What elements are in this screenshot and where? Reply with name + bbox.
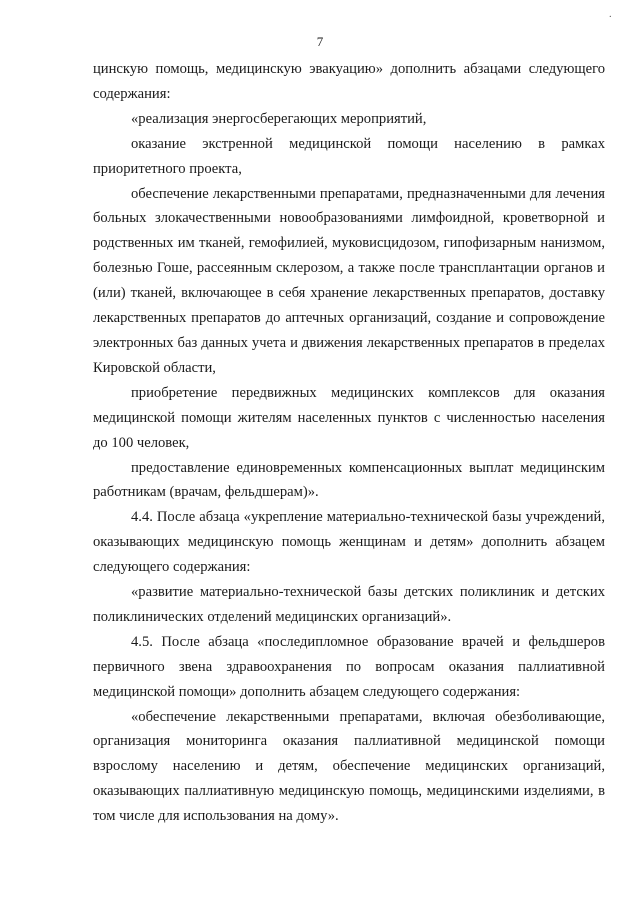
paragraph-section-4-4: 4.4. После абзаца «укрепление материально-технической базы учреждений, оказывающих медицинскую помощь женщинам и детям» дополнить абзацем следующего содержания: — [93, 509, 605, 576]
corner-mark: · — [608, 12, 612, 23]
paragraph-emergency-care: оказание экстренной медицинской помощи населению в рамках приоритетного проекта, — [93, 135, 605, 177]
paragraph-drug-supply: обеспечение лекарственными препаратами, предназначенными для лечения больных злокачественными новообразованиями лимфоидной, кроветворной и родственных им тканей, гемофилией, муковисцидозом, гипофизарным нанизмом, болезнью Гоше, рассеянным склерозом, а также после трансплантации органов и (или) тканей, включающее в себя хранение лекарственных препаратов, доставку лекарственных препаратов до аптечных организаций, создание и сопровождение электронных баз данных учета и движения лекарственных препаратов в пределах Кировской области, — [93, 185, 605, 376]
paragraph-energy-saving: «реализация энергосберегающих мероприятий, — [131, 110, 427, 127]
paragraph-continuation: цинскую помощь, медицинскую эвакуацию» дополнить абзацами следующего содержания: — [93, 61, 605, 102]
document-body — [93, 57, 605, 829]
paragraph-section-4-5: 4.5. После абзаца «последипломное образование врачей и фельдшеров первичного звена здравоохранения по вопросам оказания паллиативной медицинской помощи» дополнить абзацем следующего содержания: — [93, 633, 605, 700]
paragraph-polyclinic-development: «развитие материально-технической базы детских поликлиник и детских поликлинических отделений медицинских организаций». — [93, 584, 605, 625]
page-number: 7 — [316, 34, 324, 49]
paragraph-compensation-payments: предоставление единовременных компенсационных выплат медицинским работникам (врачам, фельдшерам)». — [93, 459, 605, 501]
paragraph-palliative-care: «обеспечение лекарственными препаратами, включая обезболивающие, организация мониторинга оказания паллиативной медицинской помощи взрослому населению и детям, обеспечение медицинских организаций, оказывающих паллиативную медицинскую помощь, медицинскими изделиями, в том числе для использования на дому». — [93, 708, 605, 825]
paragraph-mobile-complexes: приобретение передвижных медицинских комплексов для оказания медицинской помощи жителям населенных пунктов с численностью населения до 100 человек, — [93, 384, 605, 451]
